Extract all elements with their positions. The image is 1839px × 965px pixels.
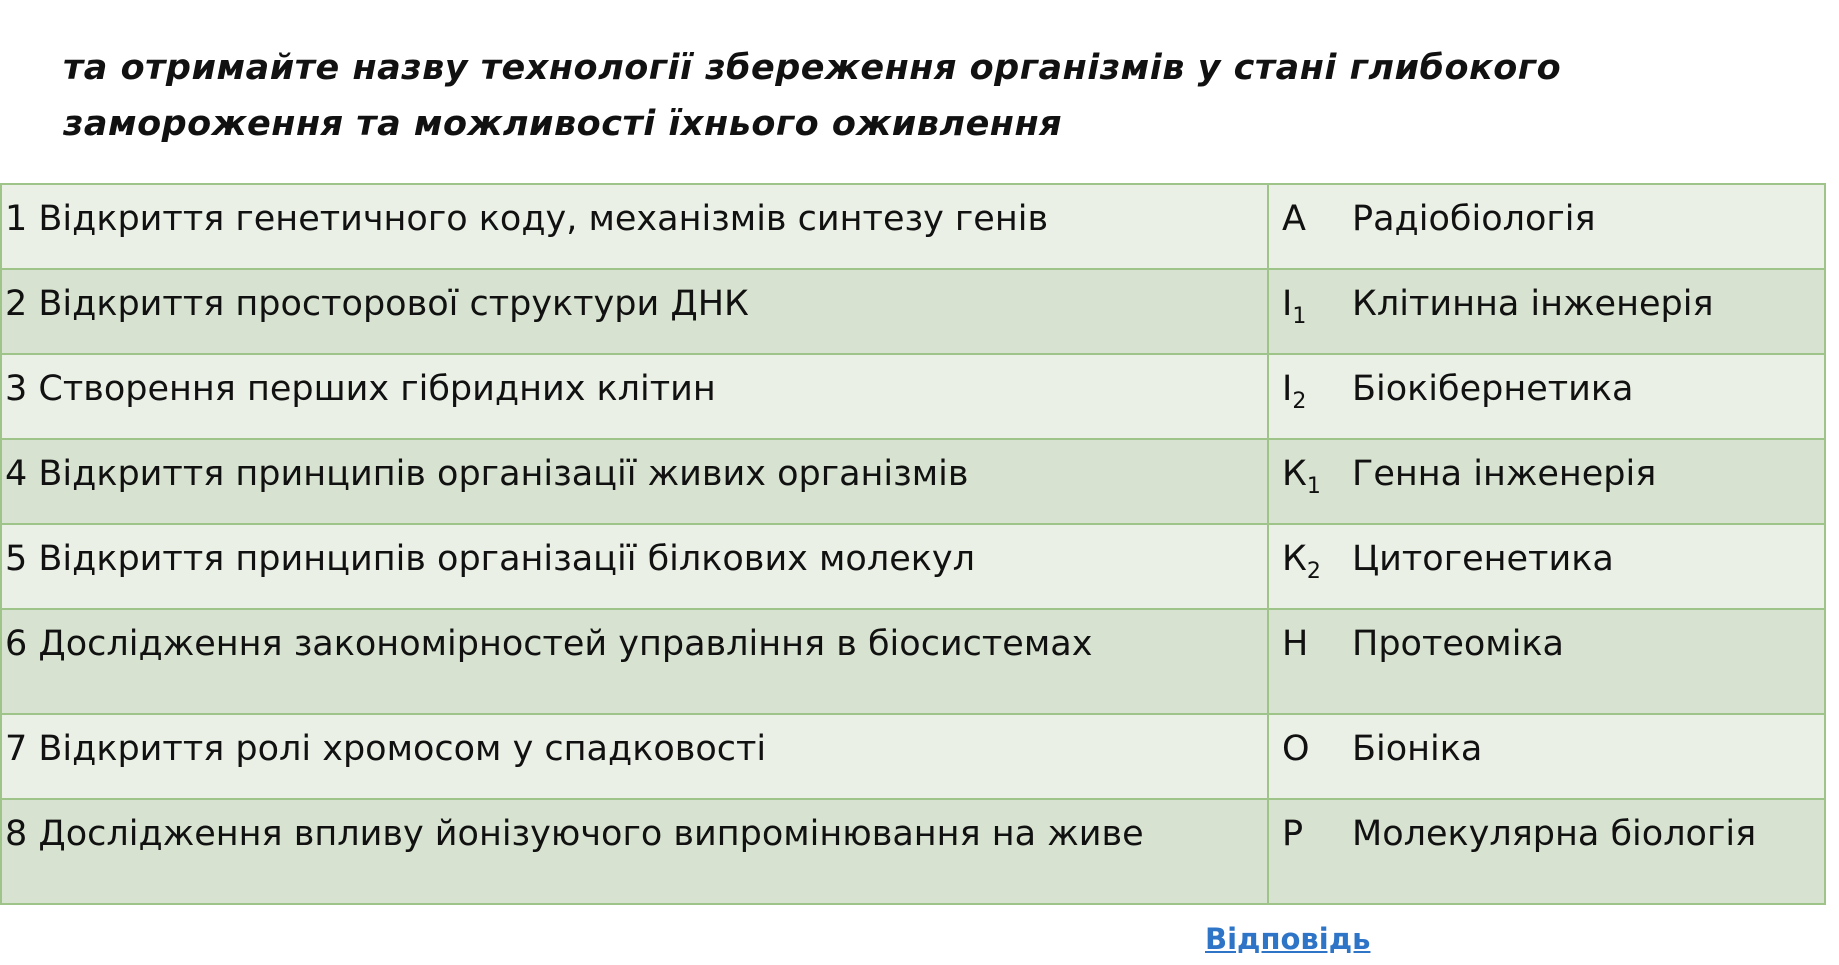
science-term: Клітинна інженерія — [1352, 284, 1714, 324]
discovery-cell: 5 Відкриття принципів організації білкових молекул — [1, 524, 1268, 609]
letter-code: $К_2$ — [1282, 539, 1321, 584]
science-cell — [1268, 269, 1825, 354]
science-cell — [1268, 799, 1825, 904]
discovery-cell: 1 Відкриття генетичного коду, механізмів синтезу генів — [1, 184, 1268, 269]
science-cell — [1268, 609, 1825, 714]
letter-code: О — [1282, 729, 1310, 769]
science-term: Протеоміка — [1352, 624, 1564, 664]
instruction-line-2: замороження та можливості їхнього оживлення — [63, 104, 1063, 144]
letter-code: А — [1282, 199, 1306, 239]
science-cell — [1268, 184, 1825, 269]
science-cell — [1268, 354, 1825, 439]
discovery-cell: 8 Дослідження впливу йонізуючого випромінювання на живе — [1, 799, 1268, 904]
science-cell — [1268, 439, 1825, 524]
science-cell — [1268, 714, 1825, 799]
table-row — [1, 609, 1825, 714]
matching-table — [0, 183, 1826, 905]
letter-code: $І_2$ — [1282, 369, 1307, 414]
instruction-line-1: та отримайте назву технології збереження організмів у стані глибокого — [63, 48, 1562, 88]
science-cell — [1268, 524, 1825, 609]
task-instruction — [63, 40, 1623, 152]
letter-code: $І_1$ — [1282, 284, 1307, 329]
discovery-cell: 6 Дослідження закономірностей управління в біосистемах — [1, 609, 1268, 714]
answer-link[interactable]: Відповідь — [1205, 922, 1371, 956]
science-term: Цитогенетика — [1352, 539, 1614, 579]
science-term: Біокібернетика — [1352, 369, 1634, 409]
science-term: Генна інженерія — [1352, 454, 1657, 494]
table-row — [1, 184, 1825, 269]
table-row — [1, 354, 1825, 439]
discovery-cell: 2 Відкриття просторової структури ДНК — [1, 269, 1268, 354]
discovery-cell: 7 Відкриття ролі хромосом у спадковості — [1, 714, 1268, 799]
science-term: Біоніка — [1352, 729, 1483, 769]
letter-code: Р — [1282, 814, 1304, 854]
table-row — [1, 269, 1825, 354]
table-row — [1, 799, 1825, 904]
science-term: Радіобіологія — [1352, 199, 1596, 239]
science-term: Молекулярна біологія — [1352, 814, 1757, 854]
letter-code: $К_1$ — [1282, 454, 1321, 499]
letter-code: Н — [1282, 624, 1309, 664]
table-row — [1, 524, 1825, 609]
table-row — [1, 714, 1825, 799]
discovery-cell: 4 Відкриття принципів організації живих організмів — [1, 439, 1268, 524]
table-row — [1, 439, 1825, 524]
discovery-cell: 3 Створення перших гібридних клітин — [1, 354, 1268, 439]
